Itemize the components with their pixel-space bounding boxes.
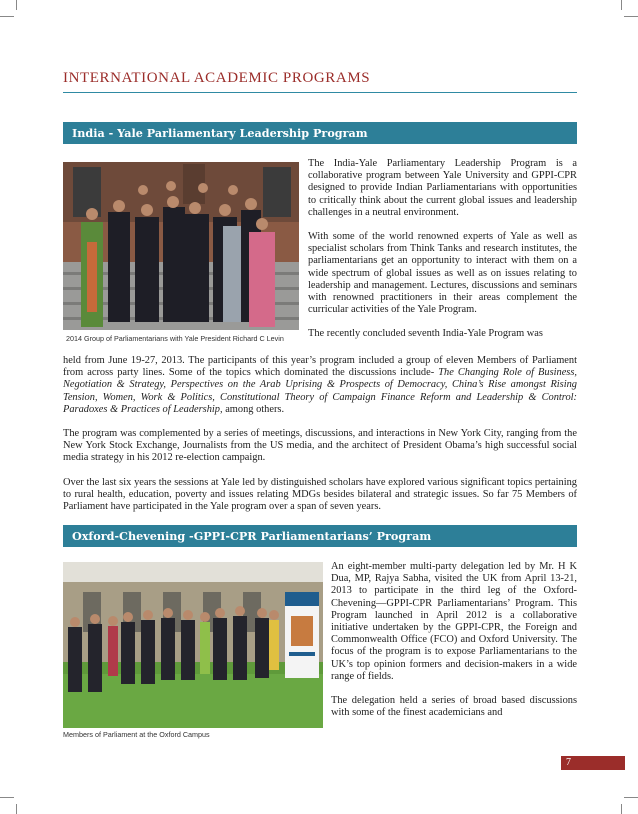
photo-caption-oxford: Members of Parliament at the Oxford Campus <box>63 730 210 739</box>
paragraph: The delegation held a series of broad based discussions with some of the finest academicians and <box>331 695 577 719</box>
crop-mark <box>621 804 622 814</box>
paragraph-topics-start: held from June 19-27, 2013. The participants of this year’s program included a group of eleven Members of Parliament from across party lines. Some of the topics which dominated the discussions include- <box>63 355 577 379</box>
paragraph: The India-Yale Parliamentary Leadership Program is a collaborative program between Yale University and GPPI-CPR designed to provide Indian Parliamentarians with opportunities to critically think about the current global issues and leadership challenges in a neutral environment. <box>308 158 577 218</box>
crop-mark <box>624 797 638 798</box>
paragraph-start: The recently concluded seventh India-Yale Program was <box>308 328 543 340</box>
section-title-oxford-chevening: Oxford-Chevening -GPPI-CPR Parliamentarians’ Program <box>63 525 577 547</box>
section1-right-column <box>308 158 577 341</box>
section2-right-column <box>331 561 577 731</box>
crop-mark <box>16 804 17 814</box>
page-header: INTERNATIONAL ACADEMIC PROGRAMS <box>63 70 371 86</box>
header-rule <box>63 92 577 93</box>
crop-mark <box>621 0 622 10</box>
paragraph: An eight-member multi-party delegation led by Mr. H K Dua, MP, Rajya Sabha, visited the UK from April 13-21, 2013 to participate in the third leg of the Oxford-Chevening—GPPI-CPR Parliamentarians’ Program. This Program launched in April 2012 is a collaborative initiative undertaken by the GPPI-CPR, the Foreign and Commonwealth Office (FCO) and Oxford University. The focus of the program is to expose Parliamentarians to the UK’s top opinion formers and decision-makers in a wide range of fields. <box>331 561 577 682</box>
paragraph: The program was complemented by a series of meetings, discussions, and interactions in New York City, ranging from the New York Stock Exchange, Journalists from the US media, and the architect of President Obama’s high successful social media strategy in his 2012 re-election campaign. <box>63 428 577 464</box>
crop-mark <box>624 16 638 17</box>
crop-mark <box>0 16 14 17</box>
group-photo-yale <box>63 162 299 330</box>
section1-full-width-text <box>63 355 577 525</box>
crop-mark <box>0 797 14 798</box>
paragraph: Over the last six years the sessions at Yale led by distinguished scholars have explored various significant topics pertaining to rural health, education, poverty and issues relating MDGs besides bilateral and strategic issues. So far 75 Members of Parliament have participated in the Yale program over a span of seven years. <box>63 476 577 513</box>
topics-italic: The Changing Role of Business, Negotiation & Strategy, Perspectives on the Arab Uprising & Prospects of Democracy, China’s Rise amongst Rising Tension, Women, Work & Politics, Constitutional Theory of Campaign Finance Reform and Leadership & Control: Paradoxes & Practices of Leadership, <box>63 367 577 415</box>
page-number: 7 <box>561 756 625 770</box>
paragraph: With some of the world renowned experts of Yale as well as specialist scholars from Think Tanks and research institutes, the parliamentarians get an opportunity to interact with them on a wide spectrum of global issues as well as on issues relating to leadership and management. Lectures, discussions and seminars with renowned practitioners in their areas complement the curricular activities of the Yale Program. <box>308 231 577 316</box>
photo-caption-yale: 2014 Group of Parliamentarians with Yale President Richard C Levin <box>66 334 284 343</box>
group-photo-oxford <box>63 562 323 728</box>
section-title-india-yale: India - Yale Parliamentary Leadership Program <box>63 122 577 144</box>
paragraph-topics <box>63 355 577 416</box>
paragraph-topics-end: among others. <box>222 403 285 415</box>
crop-mark <box>16 0 17 10</box>
